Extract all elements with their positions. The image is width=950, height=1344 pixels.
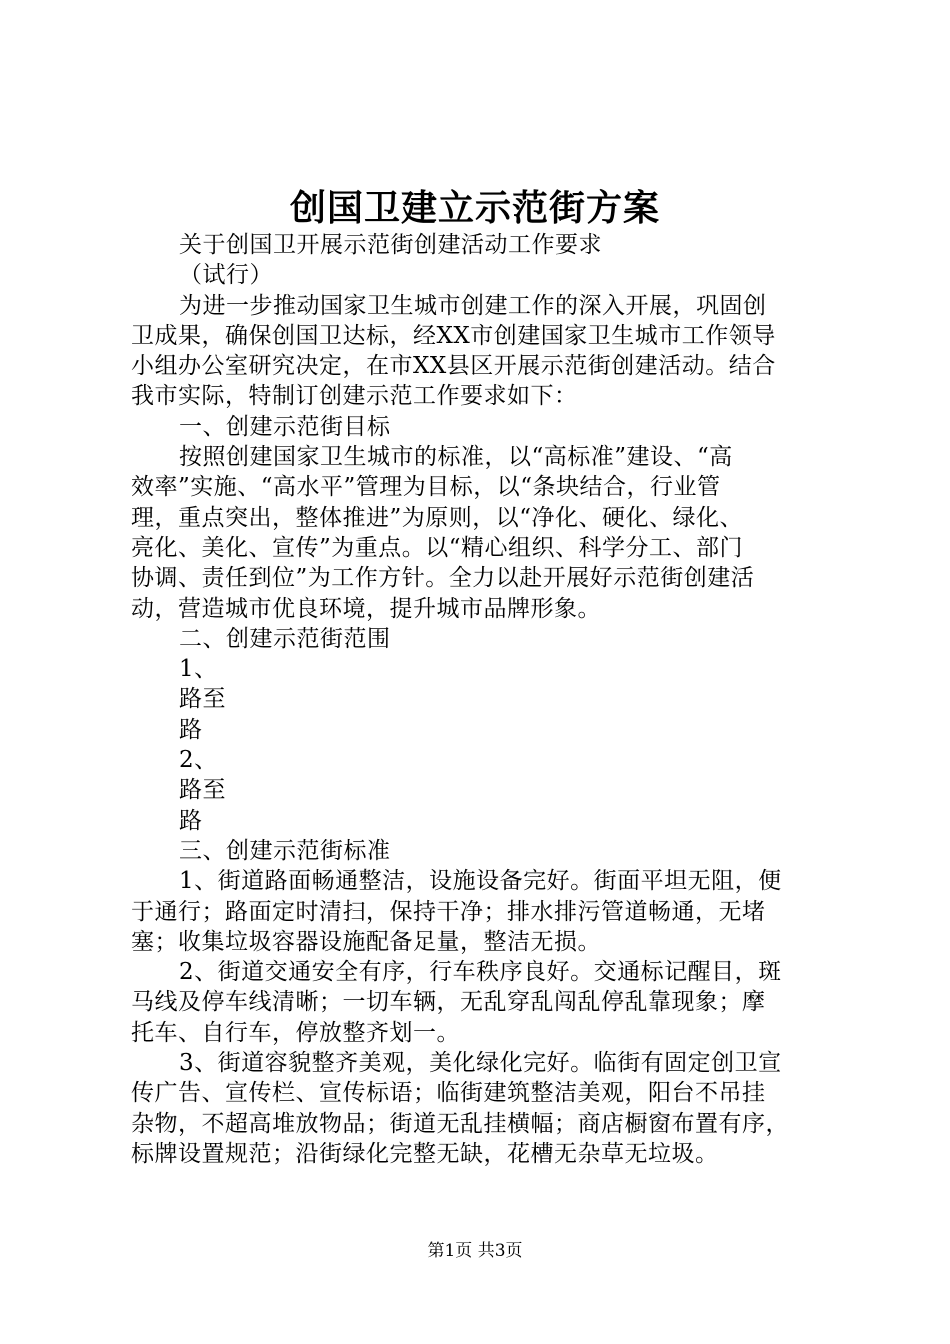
text-line: 塞；收集垃圾容器设施配备足量，整洁无损。 [131, 928, 601, 955]
text-line: 2、 [179, 747, 218, 774]
text-line: 三、创建示范街标准 [179, 837, 391, 864]
text-line: （试行） [179, 262, 273, 289]
text-line: 1、 [179, 656, 218, 683]
text-line: 为进一步推动国家卫生城市创建工作的深入开展，巩固创 [179, 292, 767, 319]
text-line: 托车、自行车，停放整齐划一。 [131, 1019, 460, 1046]
text-line: 动，营造城市优良环境，提升城市品牌形象。 [131, 595, 601, 622]
text-line: 协调、责任到位”为工作方针。全力以赴开展好示范街创建活 [131, 565, 755, 592]
document-title: 创国卫建立示范街方案 [289, 187, 660, 229]
page-footer: 第1页 共3页 [427, 1241, 523, 1261]
text-line: 于通行；路面定时清扫，保持干净；排水排污管道畅通，无堵 [131, 898, 766, 925]
text-line: 二、创建示范街范围 [179, 625, 391, 652]
text-line: 路至 [179, 777, 226, 804]
text-line: 一、创建示范街目标 [179, 413, 391, 440]
text-line: 标牌设置规范；沿街绿化完整无缺，花槽无杂草无垃圾。 [131, 1140, 719, 1167]
text-line: 理，重点突出，整体推进”为原则，以“净化、硬化、绿化、 [131, 504, 744, 531]
text-line: 路至 [179, 686, 226, 713]
text-line: 关于创国卫开展示范街创建活动工作要求 [179, 232, 602, 258]
text-line: 2、街道交通安全有序，行车秩序良好。交通标记醒目，斑 [179, 959, 782, 986]
text-line: 小组办公室研究决定，在市XX县区开展示范街创建活动。结合 [131, 353, 776, 380]
text-line: 1、街道路面畅通整洁，设施设备完好。街面平坦无阻，便 [179, 868, 782, 895]
text-line: 传广告、宣传栏、宣传标语；临街建筑整洁美观，阳台不吊挂 [131, 1080, 766, 1107]
text-line: 卫成果，确保创国卫达标，经XX市创建国家卫生城市工作领导 [131, 322, 776, 349]
text-line: 杂物，不超高堆放物品；街道无乱挂横幅；商店橱窗布置有序， [131, 1110, 789, 1137]
text-line: 按照创建国家卫生城市的标准，以“高标准”建设、“高 [179, 444, 733, 471]
text-line: 路 [179, 807, 203, 834]
text-line: 效率”实施、“高水平”管理为目标，以“条块结合，行业管 [131, 474, 721, 501]
text-line: 我市实际，特制订创建示范工作要求如下： [131, 383, 578, 410]
document-body [131, 230, 831, 1169]
text-line: 亮化、美化、宣传”为重点。以“精心组织、科学分工、部门 [131, 534, 744, 561]
text-line: 马线及停车线清晰；一切车辆，无乱穿乱闯乱停乱靠现象；摩 [131, 989, 766, 1016]
text-line: 3、街道容貌整齐美观，美化绿化完好。临街有固定创卫宣 [179, 1050, 782, 1077]
text-line: 路 [179, 716, 203, 743]
